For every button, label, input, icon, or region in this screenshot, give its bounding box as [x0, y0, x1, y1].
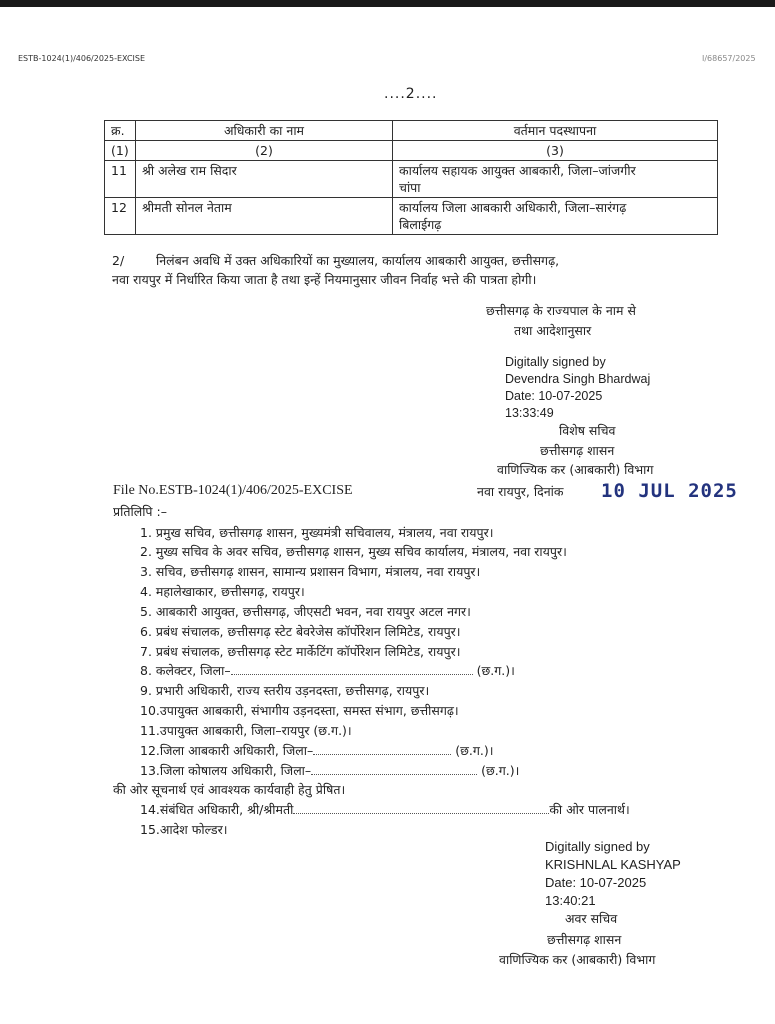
table-numbering-row	[105, 141, 718, 161]
row-officer-name: श्रीमती सोनल नेताम	[136, 198, 393, 235]
list-item: 11.उपायुक्त आबकारी, जिला–रायपुर (छ.ग.)।	[140, 723, 352, 738]
header-current-posting: वर्तमान पदस्थापना	[393, 121, 718, 141]
header-officer-name: अधिकारी का नाम	[136, 121, 393, 141]
list-item	[140, 662, 515, 679]
signature-time: 13:33:49	[505, 406, 554, 420]
row-serial: 12	[105, 198, 136, 235]
list-item: 10.उपायुक्त आबकारी, संभागीय उड़नदस्ता, समस्त संभाग, छत्तीसगढ़।	[140, 703, 459, 718]
governor-order-line1: छत्तीसगढ़ के राज्यपाल के नाम से	[486, 303, 636, 318]
list-item-text: 12.जिला आबकारी अधिकारी, जिला–	[140, 743, 314, 758]
posting-line: बिलाईगढ़	[399, 217, 442, 232]
numbering-2: (2)	[136, 141, 393, 161]
signatory-1-department: वाणिज्यिक कर (आबकारी) विभाग	[497, 462, 654, 477]
place-date-label: नवा रायपुर, दिनांक	[477, 484, 564, 499]
list-item: 1. प्रमुख सचिव, छत्तीसगढ़ शासन, मुख्यमंत्री सचिवालय, मंत्रालय, नवा रायपुर।	[140, 525, 494, 540]
cg-suffix: (छ.ग.)।	[455, 743, 494, 758]
posting-line: चांपा	[399, 180, 421, 195]
list-item	[140, 742, 493, 759]
posting-line: कार्यालय जिला आबकारी अधिकारी, जिला–सारंगढ़	[399, 200, 627, 215]
list-item: 2. मुख्य सचिव के अवर सचिव, छत्तीसगढ़ शासन, मुख्य सचिव कार्यालय, मंत्रालय, नवा रायपुर।	[140, 544, 567, 559]
file-number: File No.ESTB-1024(1)/406/2025-EXCISE	[113, 483, 353, 498]
signatory-1-designation: विशेष सचिव	[559, 423, 616, 438]
cg-suffix: (छ.ग.)।	[476, 663, 515, 678]
officers-table	[104, 120, 718, 235]
list-item: 4. महालेखाकार, छत्तीसगढ़, रायपुर।	[140, 584, 305, 599]
blank-line	[293, 803, 549, 814]
signatory-2-department: वाणिज्यिक कर (आबकारी) विभाग	[499, 952, 656, 967]
list-item: 15.आदेश फोल्डर।	[140, 822, 228, 837]
list-item: 3. सचिव, छत्तीसगढ़ शासन, सामान्य प्रशासन विभाग, मंत्रालय, नवा रायपुर।	[140, 564, 481, 579]
paragraph-2-line2: नवा रायपुर में निर्धारित किया जाता है तथा इन्हें नियमानुसार जीवन निर्वाह भत्ते की पात्रता होगी।	[112, 272, 537, 287]
paragraph-2-number: 2/	[112, 253, 125, 268]
signature-time: 13:40:21	[545, 893, 596, 908]
list-item-text: 8. कलेक्टर, जिला–	[140, 663, 231, 678]
list-item-text: 14.संबंधित अधिकारी, श्री/श्रीमती	[140, 802, 294, 817]
scan-top-edge	[0, 0, 775, 7]
governor-order-line2: तथा आदेशानुसार	[514, 323, 592, 338]
row-officer-name: श्री अलेख राम सिदार	[136, 161, 393, 198]
list-item: 6. प्रबंध संचालक, छत्तीसगढ़ स्टेट बेवरेजेस कॉर्पोरेशन लिमिटेड, रायपुर।	[140, 624, 461, 639]
table-row	[105, 198, 718, 235]
file-reference-left: ESTB-1024(1)/406/2025-EXCISE	[18, 54, 146, 63]
signer-name: KRISHNLAL KASHYAP	[545, 857, 681, 872]
info-line: की ओर सूचनार्थ एवं आवश्यक कार्यवाही हेतु प्रेषित।	[113, 782, 346, 797]
list-item: 7. प्रबंध संचालक, छत्तीसगढ़ स्टेट मार्केटिंग कॉर्पोरेशन लिमिटेड, रायपुर।	[140, 644, 461, 659]
table-header-row	[105, 121, 718, 141]
cg-suffix: (छ.ग.)।	[481, 763, 520, 778]
row-serial: 11	[105, 161, 136, 198]
page-marker: ....2....	[384, 86, 438, 102]
signature-date: Date: 10-07-2025	[545, 875, 647, 890]
digital-signature-2	[545, 838, 681, 910]
blank-line	[311, 764, 477, 775]
posting-line: कार्यालय सहायक आयुक्त आबकारी, जिला–जांजगीर	[399, 163, 636, 178]
signatory-2-government: छत्तीसगढ़ शासन	[547, 932, 622, 947]
blank-line	[313, 744, 451, 755]
list-item	[140, 801, 630, 818]
copy-to-label: प्रतिलिपि :–	[113, 504, 167, 519]
list-item: 9. प्रभारी अधिकारी, राज्य स्तरीय उड़नदस्ता, छत्तीसगढ़, रायपुर।	[140, 683, 430, 698]
signatory-2-designation: अवर सचिव	[565, 911, 618, 926]
reference-right: I/68657/2025	[702, 54, 756, 63]
signature-date: Date: 10-07-2025	[505, 389, 603, 403]
blank-line	[231, 664, 473, 675]
paragraph-2-line1: निलंबन अवधि में उक्त अधिकारियों का मुख्यालय, कार्यालय आबकारी आयुक्त, छत्तीसगढ़,	[156, 253, 560, 268]
list-item-text: 13.जिला कोषालय अधिकारी, जिला–	[140, 763, 312, 778]
digital-signature-1	[505, 354, 650, 422]
row-posting	[393, 198, 718, 235]
row-posting	[393, 161, 718, 198]
list-item	[140, 762, 519, 779]
signer-name: Devendra Singh Bhardwaj	[505, 372, 651, 386]
signature-label: Digitally signed by	[505, 355, 606, 369]
list-item: 5. आबकारी आयुक्त, छत्तीसगढ़, जीएसटी भवन, नवा रायपुर अटल नगर।	[140, 604, 471, 619]
signatory-1-government: छत्तीसगढ़ शासन	[540, 443, 615, 458]
date-stamp: 10 JUL 2025	[601, 480, 738, 502]
numbering-1: (1)	[105, 141, 136, 161]
table-row	[105, 161, 718, 198]
header-serial: क्र.	[105, 121, 136, 141]
list-item-end: की ओर पालनार्थ।	[549, 802, 630, 817]
signature-label: Digitally signed by	[545, 839, 650, 854]
numbering-3: (3)	[393, 141, 718, 161]
